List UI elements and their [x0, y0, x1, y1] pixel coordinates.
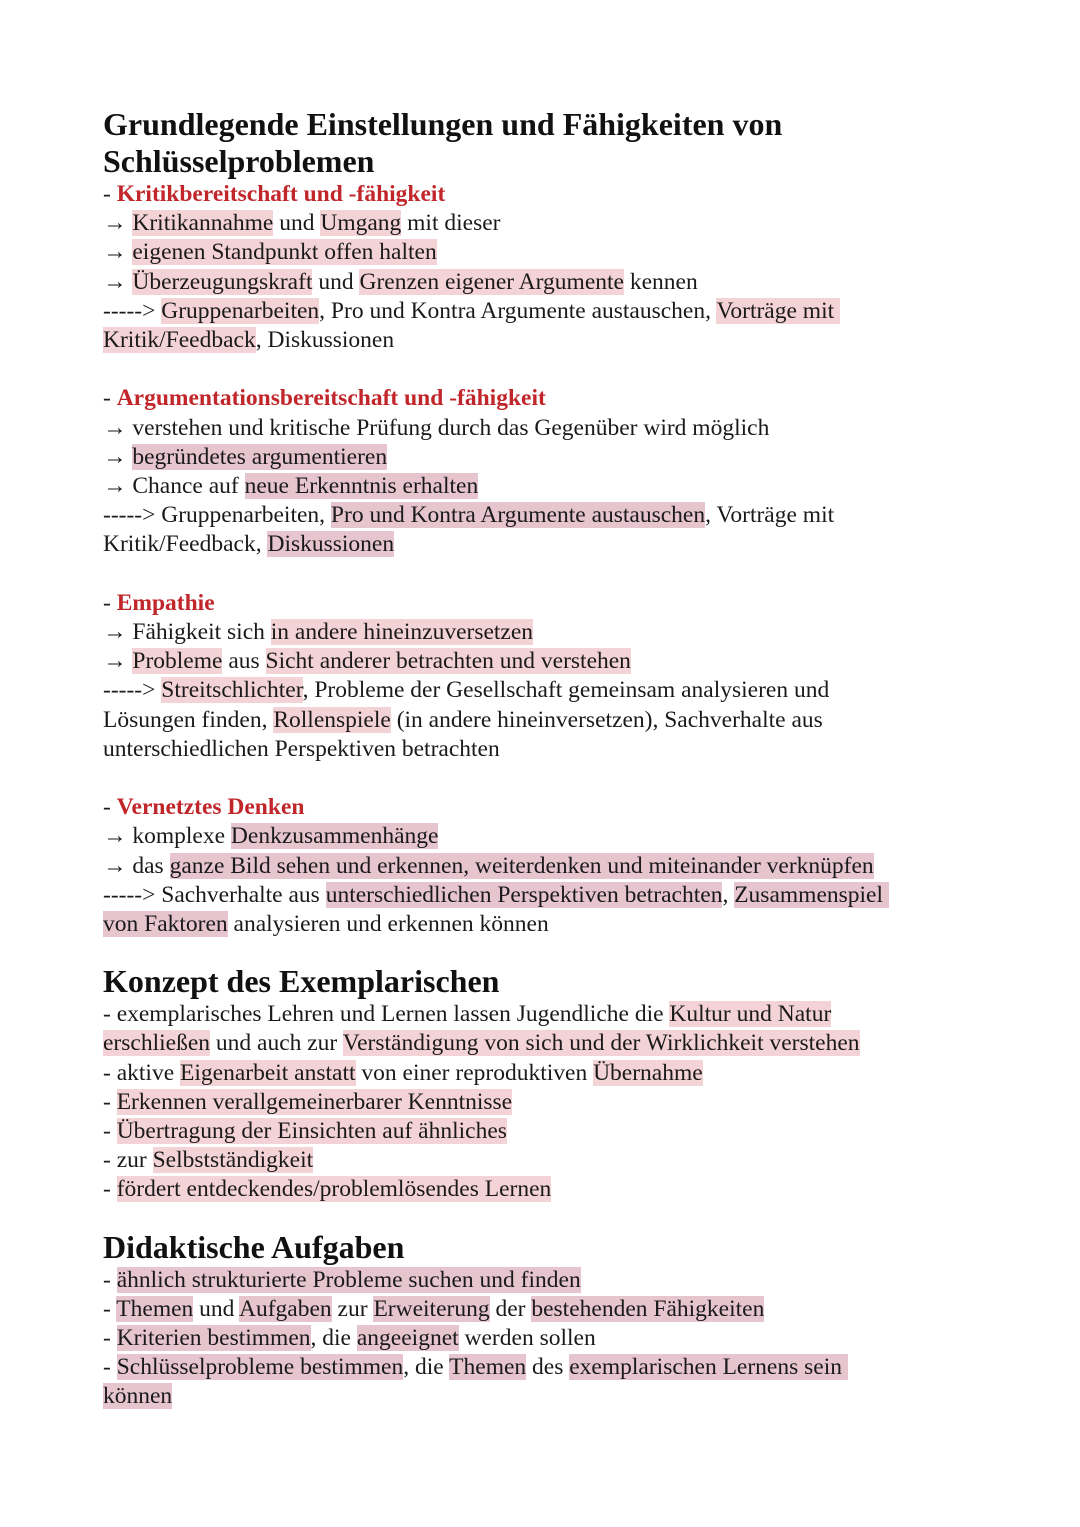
text-run: ----->	[103, 297, 162, 324]
text-run: - aktive	[103, 1059, 180, 1086]
text-line	[103, 706, 963, 735]
highlighted-text: Themen	[449, 1354, 527, 1381]
text-line	[103, 676, 963, 705]
highlighted-text: Kritik/Feedback	[103, 327, 256, 354]
block-spacer	[103, 764, 963, 793]
text-run: unterschiedlichen Perspektiven betrachten	[103, 735, 500, 762]
subheading: Kritikbereitschaft und -fähigkeit	[116, 181, 446, 207]
text-run: und auch zur	[210, 1030, 343, 1057]
text-line	[103, 1000, 963, 1029]
bullet-dash: -	[103, 181, 117, 207]
highlighted-text: Kriterien bestimmen	[116, 1325, 311, 1352]
highlighted-text: bestehenden Fähigkeiten	[531, 1295, 765, 1322]
text-line	[103, 472, 963, 501]
highlighted-text: fördert entdeckendes/problemlösendes Lernen	[116, 1176, 552, 1203]
highlighted-text: Übernahme	[593, 1059, 703, 1086]
subheading: Vernetztes Denken	[116, 794, 305, 821]
text-line	[103, 852, 963, 881]
text-run: → verstehen und kritische Prüfung durch das Gegenüber wird möglich	[103, 414, 770, 441]
highlighted-text: Erweiterung	[373, 1295, 490, 1322]
document-content	[103, 106, 963, 1412]
text-line	[103, 618, 963, 647]
text-line	[103, 1353, 963, 1382]
highlighted-text: Probleme	[132, 648, 223, 675]
text-line	[103, 1029, 963, 1058]
highlighted-text: erschließen	[103, 1030, 211, 1057]
text-run: kennen	[623, 268, 698, 295]
highlighted-text: Eigenarbeit anstatt	[180, 1059, 356, 1086]
text-line	[103, 1117, 963, 1146]
highlighted-text: Pro und Kontra Argumente austauschen	[330, 502, 706, 529]
subheading-line	[103, 180, 963, 209]
highlighted-text: Überzeugungskraft	[132, 268, 313, 295]
text-run: , die	[310, 1325, 357, 1352]
text-run: - zur	[103, 1147, 153, 1174]
highlighted-text: Zusammenspiel	[734, 881, 889, 908]
highlighted-text: Streitschlichter	[161, 677, 303, 704]
text-run: analysieren und erkennen können	[227, 911, 549, 938]
block-spacer	[103, 560, 963, 589]
text-line	[103, 1059, 963, 1088]
text-run: -----> Gruppenarbeiten,	[103, 502, 331, 529]
text-run: und	[193, 1295, 239, 1322]
section-title	[103, 106, 963, 180]
highlighted-text: Schlüsselprobleme bestimmen	[116, 1354, 404, 1381]
text-run: -	[103, 1088, 117, 1115]
text-run: mit dieser	[401, 210, 501, 237]
highlighted-text: Erkennen verallgemeinerbarer Kenntnisse	[116, 1088, 513, 1115]
highlighted-text: Themen	[116, 1295, 194, 1322]
text-line	[103, 1175, 963, 1204]
text-line	[103, 209, 963, 238]
text-run: →	[103, 648, 133, 675]
text-run: und	[312, 268, 360, 295]
text-line	[103, 238, 963, 267]
section-spacer	[103, 939, 963, 963]
text-line	[103, 822, 963, 851]
highlighted-text: neue Erkenntnis erhalten	[244, 473, 479, 500]
highlighted-text: Kultur und Natur	[669, 1001, 832, 1028]
text-run: (in andere hineinversetzen), Sachverhalte aus	[390, 706, 823, 733]
highlighted-text: Diskussionen	[267, 531, 395, 558]
highlighted-text: Kritikannahme	[132, 210, 274, 237]
section-spacer	[103, 1205, 963, 1229]
text-run: →	[103, 210, 133, 237]
highlighted-text: unterschiedlichen Perspektiven betrachten	[325, 881, 723, 908]
highlighted-text: Gruppenarbeiten	[161, 297, 320, 324]
text-run: , Probleme der Gesellschaft gemeinsam analysieren und	[302, 677, 830, 704]
highlighted-text: Aufgaben	[239, 1295, 332, 1322]
block-spacer	[103, 355, 963, 384]
subheading-line	[103, 384, 963, 413]
text-run: der	[489, 1295, 532, 1322]
text-run: von einer reproduktiven	[355, 1059, 594, 1086]
text-line	[103, 268, 963, 297]
highlighted-text: von Faktoren	[103, 911, 228, 938]
text-run: ----->	[103, 677, 162, 704]
text-run: zur	[331, 1295, 374, 1322]
highlighted-text: Sicht anderer betrachten und verstehen	[265, 648, 631, 675]
text-run: -	[103, 1176, 117, 1203]
text-run: des	[526, 1354, 570, 1381]
text-line	[103, 735, 963, 764]
highlighted-text: Übertragung der Einsichten auf ähnliches	[116, 1118, 507, 1145]
text-line	[103, 647, 963, 676]
text-run: , Pro und Kontra Argumente austauschen,	[319, 297, 717, 324]
text-line	[103, 910, 963, 939]
subheading-line	[103, 793, 963, 822]
text-run: , Diskussionen	[255, 327, 395, 354]
text-run: ,	[722, 881, 735, 908]
section-title-line: Schlüsselproblemen	[103, 143, 375, 179]
highlighted-text: können	[103, 1383, 173, 1410]
text-run: -	[103, 1118, 117, 1145]
text-run: und	[273, 210, 321, 237]
highlighted-text: in andere hineinzuversetzen	[270, 619, 534, 646]
text-run: →	[103, 268, 133, 295]
text-run: werden sollen	[458, 1325, 596, 1352]
text-line	[103, 1382, 963, 1411]
highlighted-text: ganze Bild sehen und erkennen, weiterdenken und miteinander verknüpfen	[169, 852, 874, 879]
text-line	[103, 1088, 963, 1117]
text-run: aus	[222, 648, 266, 675]
text-run: → komplexe	[103, 823, 231, 850]
text-line	[103, 1324, 963, 1353]
bullet-dash: -	[103, 385, 117, 412]
highlighted-text: Vorträge mit	[716, 297, 841, 324]
subheading: Empathie	[116, 589, 215, 616]
text-line	[103, 881, 963, 910]
section-title: Didaktische Aufgaben	[103, 1228, 405, 1265]
text-line	[103, 1295, 963, 1324]
text-line	[103, 414, 963, 443]
section-title: Konzept des Exemplarischen	[103, 963, 500, 1000]
text-run: →	[103, 239, 133, 266]
bullet-dash: -	[103, 589, 117, 616]
highlighted-text: Grenzen eigener Argumente	[359, 268, 624, 295]
text-run: -	[103, 1325, 117, 1352]
text-run: , die	[403, 1354, 450, 1381]
text-run: Lösungen finden,	[103, 706, 274, 733]
text-run: Kritik/Feedback,	[103, 531, 268, 558]
text-line	[103, 326, 963, 355]
text-run: → Chance auf	[103, 473, 245, 500]
highlighted-text: Verständigung von sich und der Wirklichkeit verstehen	[342, 1030, 860, 1057]
highlighted-text: Selbstständigkeit	[152, 1147, 314, 1174]
section-title-line: Grundlegende Einstellungen und Fähigkeiten von	[103, 106, 783, 142]
highlighted-text: ähnlich strukturierte Probleme suchen und finden	[116, 1266, 581, 1293]
text-run: →	[103, 443, 133, 470]
text-run: -	[103, 1266, 117, 1293]
highlighted-text: angeeignet	[356, 1325, 459, 1352]
highlighted-text: Denkzusammenhänge	[230, 823, 439, 850]
text-line	[103, 501, 963, 530]
text-line	[103, 530, 963, 559]
highlighted-text: begründetes argumentieren	[132, 443, 388, 470]
text-run: → Fähigkeit sich	[103, 619, 271, 646]
text-line	[103, 297, 963, 326]
text-run: - exemplarisches Lehren und Lernen lassen Jugendliche die	[103, 1001, 670, 1028]
highlighted-text: exemplarischen Lernens sein	[569, 1354, 848, 1381]
highlighted-text: Umgang	[320, 210, 402, 237]
text-line	[103, 443, 963, 472]
text-run: -	[103, 1295, 117, 1322]
text-run: -----> Sachverhalte aus	[103, 881, 326, 908]
bullet-dash: -	[103, 794, 117, 821]
text-line	[103, 1266, 963, 1295]
highlighted-text: Rollenspiele	[273, 706, 391, 733]
text-line	[103, 1146, 963, 1175]
subheading-line	[103, 589, 963, 618]
text-run: → das	[103, 852, 170, 879]
subheading: Argumentationsbereitschaft und -fähigkeit	[116, 385, 546, 412]
text-run: -	[103, 1354, 117, 1381]
highlighted-text: eigenen Standpunkt offen halten	[132, 239, 437, 266]
text-run: , Vorträge mit	[705, 502, 835, 529]
